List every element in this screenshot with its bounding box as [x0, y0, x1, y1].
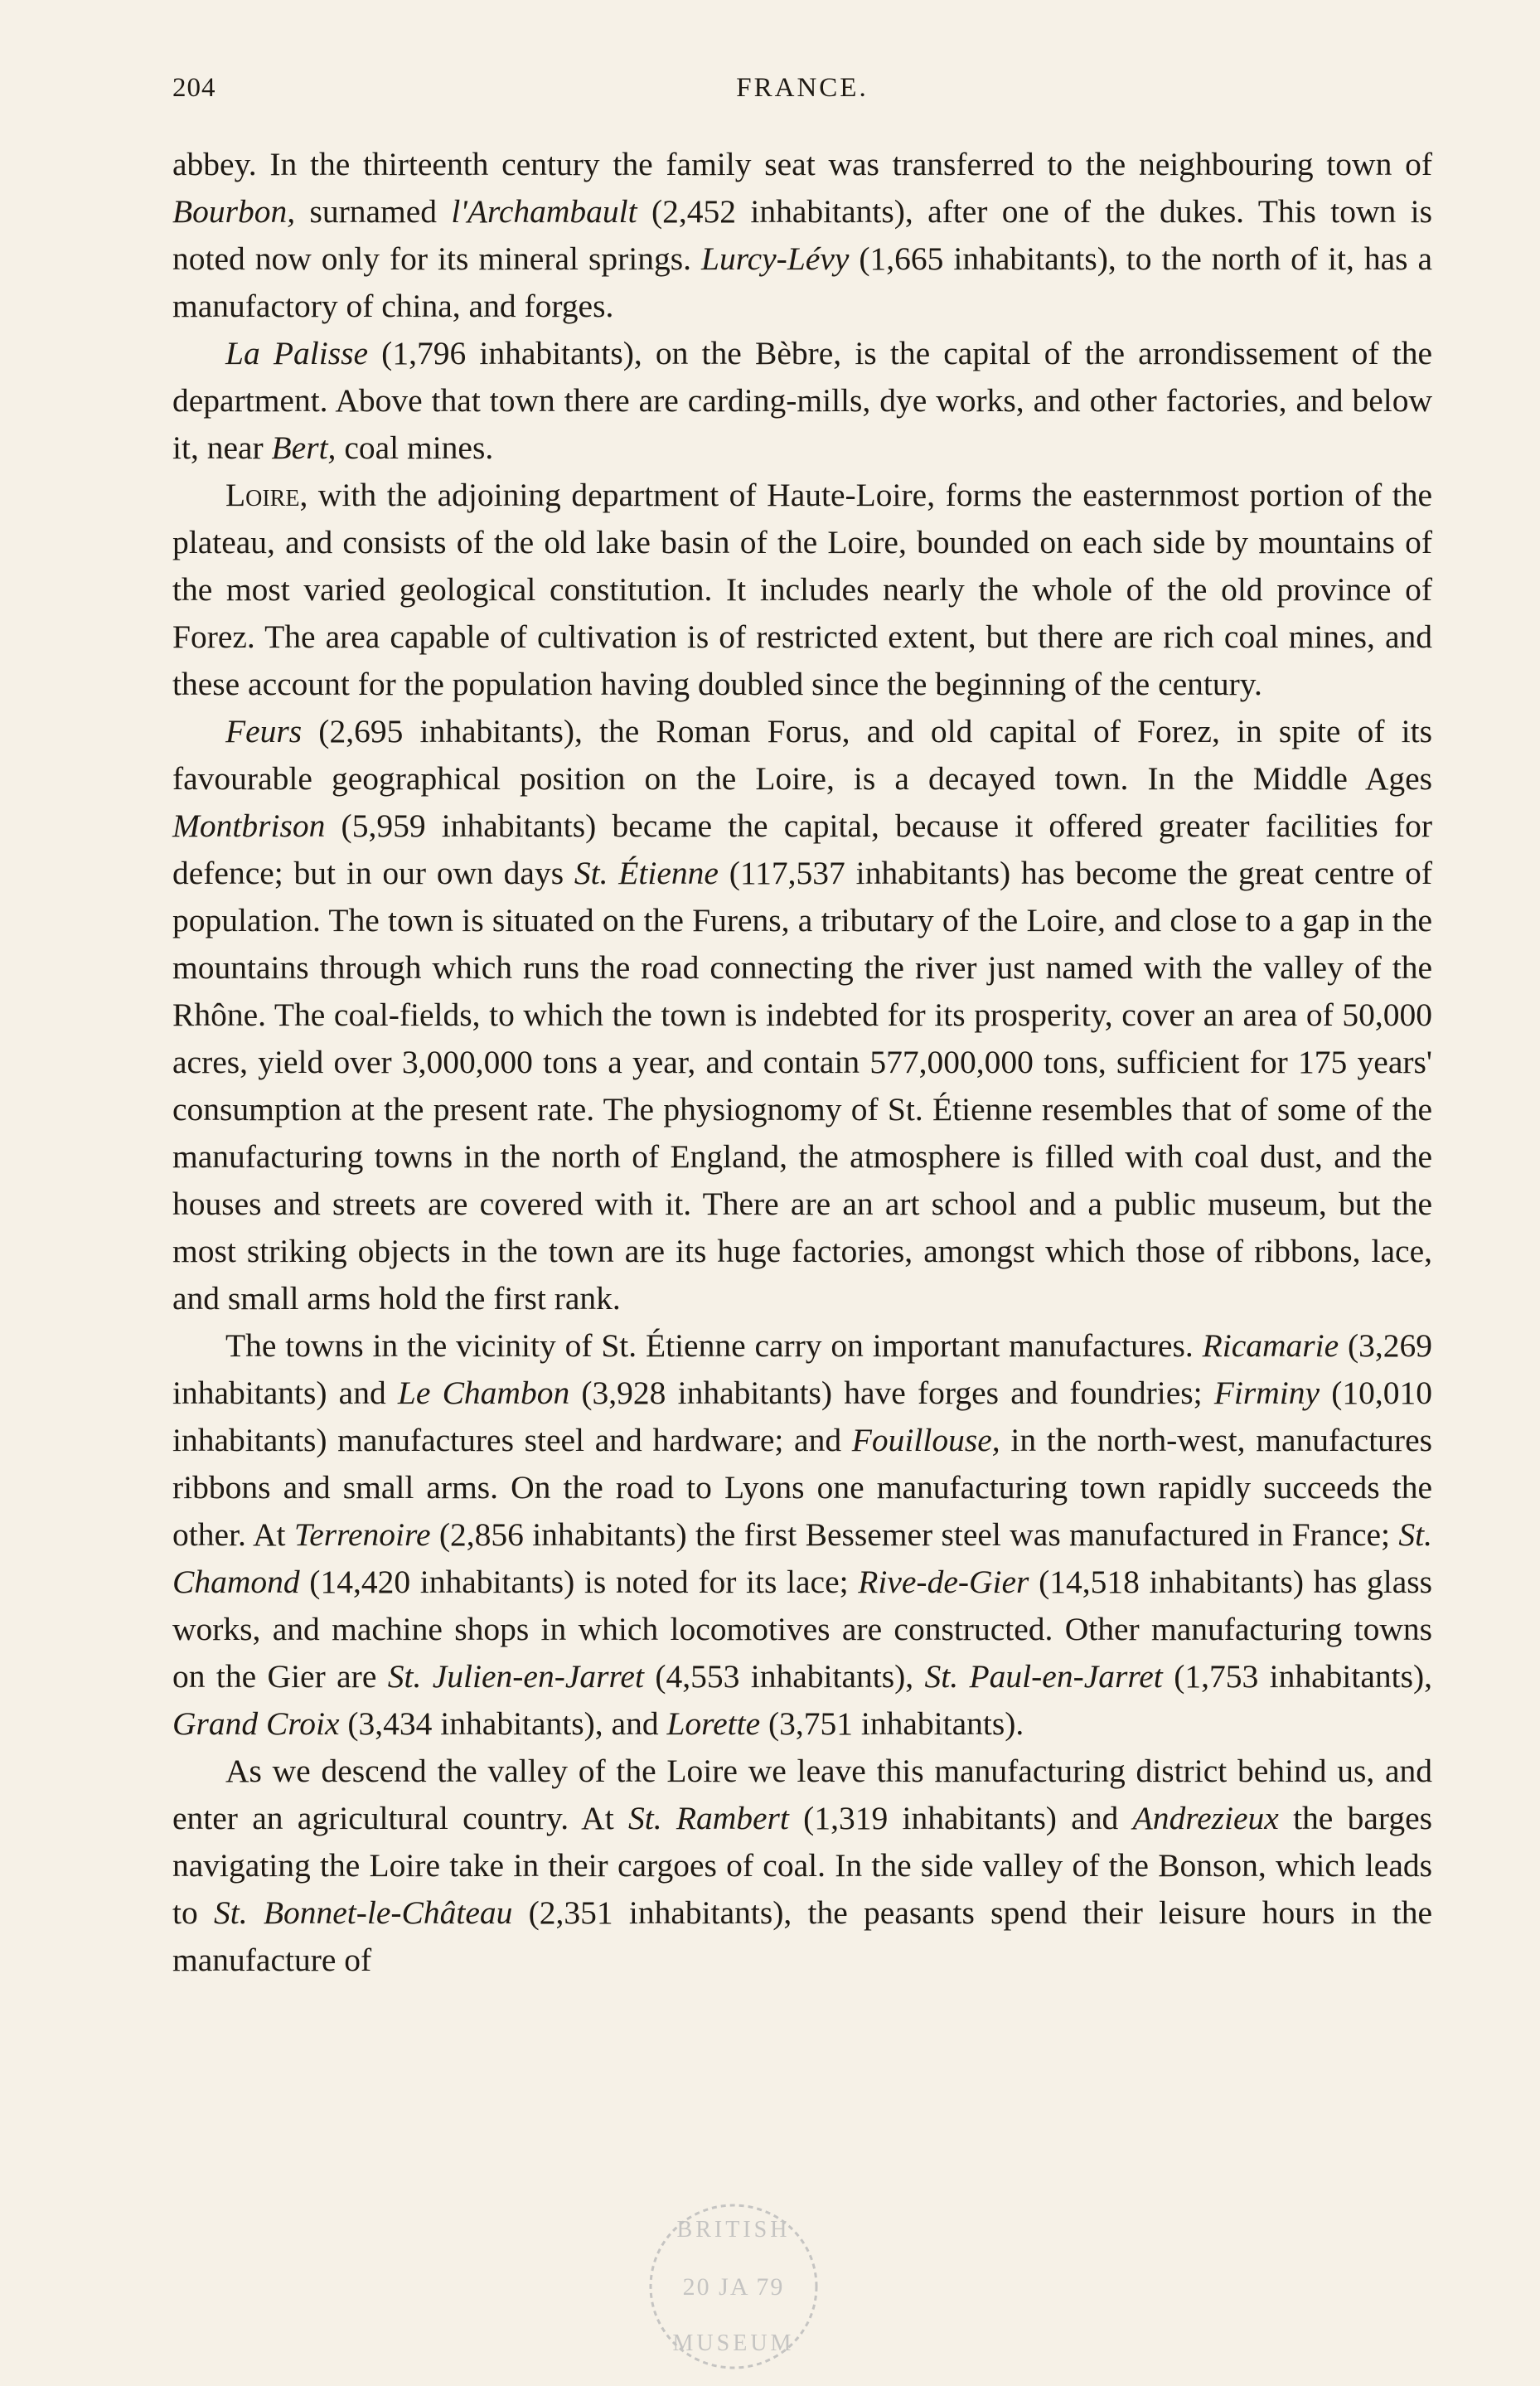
- page-header: [172, 73, 1432, 114]
- italic-place-name: Bert,: [271, 429, 337, 466]
- italic-place-name: Grand Croix: [172, 1705, 340, 1742]
- small-caps-heading: Loire: [225, 477, 300, 513]
- italic-place-name: Le Chambon: [397, 1375, 570, 1411]
- italic-place-name: Terrenoire: [293, 1516, 431, 1553]
- text-run: (3,928 inhabitants) have forges and foundries;: [569, 1375, 1214, 1411]
- text-run: abbey. In the thirteenth century the family seat was transferred to the neighbouring town of: [172, 146, 1432, 182]
- italic-place-name: Ricamarie: [1202, 1327, 1339, 1364]
- italic-place-name: St. Bonnet-le-Château: [213, 1894, 513, 1931]
- italic-place-name: Lurcy-Lévy: [700, 240, 850, 277]
- text-run: (2,351 inhabitants), the peasants spend their leisure hours in the manufacture of: [172, 1894, 1432, 1978]
- stamp-bottom-text: MUSEUM: [672, 2330, 795, 2356]
- text-run: (1,665 inhabitants), to the north of it, has a manufactory of china, and forges.: [172, 240, 1432, 324]
- italic-place-name: Bourbon,: [172, 193, 296, 230]
- italic-place-name: l'Archambault: [451, 193, 637, 230]
- paragraph: [172, 330, 1432, 472]
- italic-place-name: St. Paul-en-Jarret: [924, 1658, 1163, 1695]
- text-run: (2,856 inhabitants) the first Bessemer steel was manufactured in France;: [430, 1516, 1399, 1553]
- italic-place-name: Fouillouse,: [851, 1422, 1000, 1458]
- body-text: [172, 141, 1432, 1984]
- text-run: (2,452 inhabitants), after one of the dukes. This town is noted now only for its mineral springs.: [172, 193, 1432, 277]
- italic-place-name: Andrezieux: [1132, 1800, 1279, 1836]
- text-run: (3,434 inhabitants), and: [339, 1705, 667, 1742]
- paragraph: [172, 141, 1432, 330]
- library-stamp: [638, 2197, 829, 2375]
- text-run: (14,420 inhabitants) is noted for its lace;: [299, 1564, 859, 1600]
- text-run: (2,695 inhabitants), the Roman Forus, and old capital of Forez, in spite of its favourable geographical position on the Loire, is a decayed town. In the Middle Ages: [172, 713, 1432, 797]
- text-run: the barges navigating the Loire take in their cargoes of coal. In the side valley of the Bonson, which leads to: [172, 1800, 1432, 1931]
- italic-place-name: Rive-de-Gier: [858, 1564, 1029, 1600]
- text-run: (3,269 inhabitants) and: [172, 1327, 1432, 1411]
- italic-place-name: St. Rambert: [627, 1800, 789, 1836]
- italic-place-name: Montbrison: [172, 807, 326, 844]
- running-title: FRANCE.: [736, 73, 869, 103]
- text-run: As we descend the valley of the Loire we leave this manufacturing district behind us, and enter an agricultural country. At: [172, 1753, 1432, 1836]
- text-run: (1,319 inhabitants) and: [788, 1800, 1133, 1836]
- stamp-date: 20 JA 79: [682, 2273, 785, 2301]
- text-run: The towns in the vicinity of St. Étienne carry on important manufactures.: [225, 1327, 1203, 1364]
- italic-place-name: St. Étienne: [574, 855, 719, 891]
- paragraph: [172, 472, 1432, 708]
- italic-place-name: St. Julien-en-Jarret: [387, 1658, 644, 1695]
- paragraph: [172, 1748, 1432, 1984]
- italic-place-name: La Palisse: [225, 335, 368, 371]
- italic-place-name: Lorette: [666, 1705, 761, 1742]
- text-run: (5,959 inhabitants) became the capital, because it offered greater facilities for defence; but in our own days: [172, 807, 1432, 891]
- text-run: , with the adjoining department of Haute-Loire, forms the easternmost portion of the plateau, and consists of the old lake basin of the Loire, bounded on each side by mountains of the most varied geological constitution. It includes nearly the whole of the old province of Forez. The area capable of cultivation is of restricted extent, but there are rich coal mines, and these account for the population having doubled since the beginning of the century.: [172, 477, 1432, 702]
- text-run: surnamed: [295, 193, 452, 230]
- text-run: (1,753 inhabitants),: [1162, 1658, 1432, 1695]
- text-run: (14,518 inhabitants) has glass works, and machine shops in which locomotives are constructed. Other manufacturing towns on the Gier are: [172, 1564, 1433, 1695]
- text-run: (10,010 inhabitants) manufactures steel and hardware; and: [172, 1375, 1432, 1458]
- text-run: in the north-west, manufactures ribbons and small arms. On the road to Lyons one manufacturing town rapidly succeeds the other. At: [172, 1422, 1432, 1553]
- text-run: (1,796 inhabitants), on the Bèbre, is the capital of the arrondissement of the department. Above that town there are carding-mills, dye works, and other factories, and below it, near: [172, 335, 1432, 466]
- text-run: (4,553 inhabitants),: [643, 1658, 925, 1695]
- page-number: 204: [172, 73, 216, 103]
- text-run: (117,537 inhabitants) has become the great centre of population. The town is situated on the Furens, a tributary of the Loire, and close to a gap in the mountains through which runs the road connecting the river just named with the valley of the Rhône. The coal-fields, to which the town is indebted for its prosperity, cover an area of 50,000 acres, yield over 3,000,000 tons a year, and contain 577,000,000 tons, sufficient for 175 years' consumption at the present rate. The physiognomy of St. Étienne resembles that of some of the manufacturing towns in the north of England, the atmosphere is filled with coal dust, and the houses and streets are covered with it. There are an art school and a public museum, but the most striking objects in the town are its huge factories, amongst which those of ribbons, lace, and small arms hold the first rank.: [172, 855, 1432, 1317]
- text-run: (3,751 inhabitants).: [760, 1705, 1024, 1742]
- paragraph: [172, 708, 1432, 1322]
- italic-place-name: St. Chamond: [172, 1516, 1432, 1600]
- text-run: coal mines.: [336, 429, 494, 466]
- italic-place-name: Firminy: [1213, 1375, 1320, 1411]
- stamp-top-text: BRITISH: [676, 2217, 791, 2243]
- paragraph: [172, 1322, 1432, 1748]
- italic-place-name: Feurs: [225, 713, 303, 749]
